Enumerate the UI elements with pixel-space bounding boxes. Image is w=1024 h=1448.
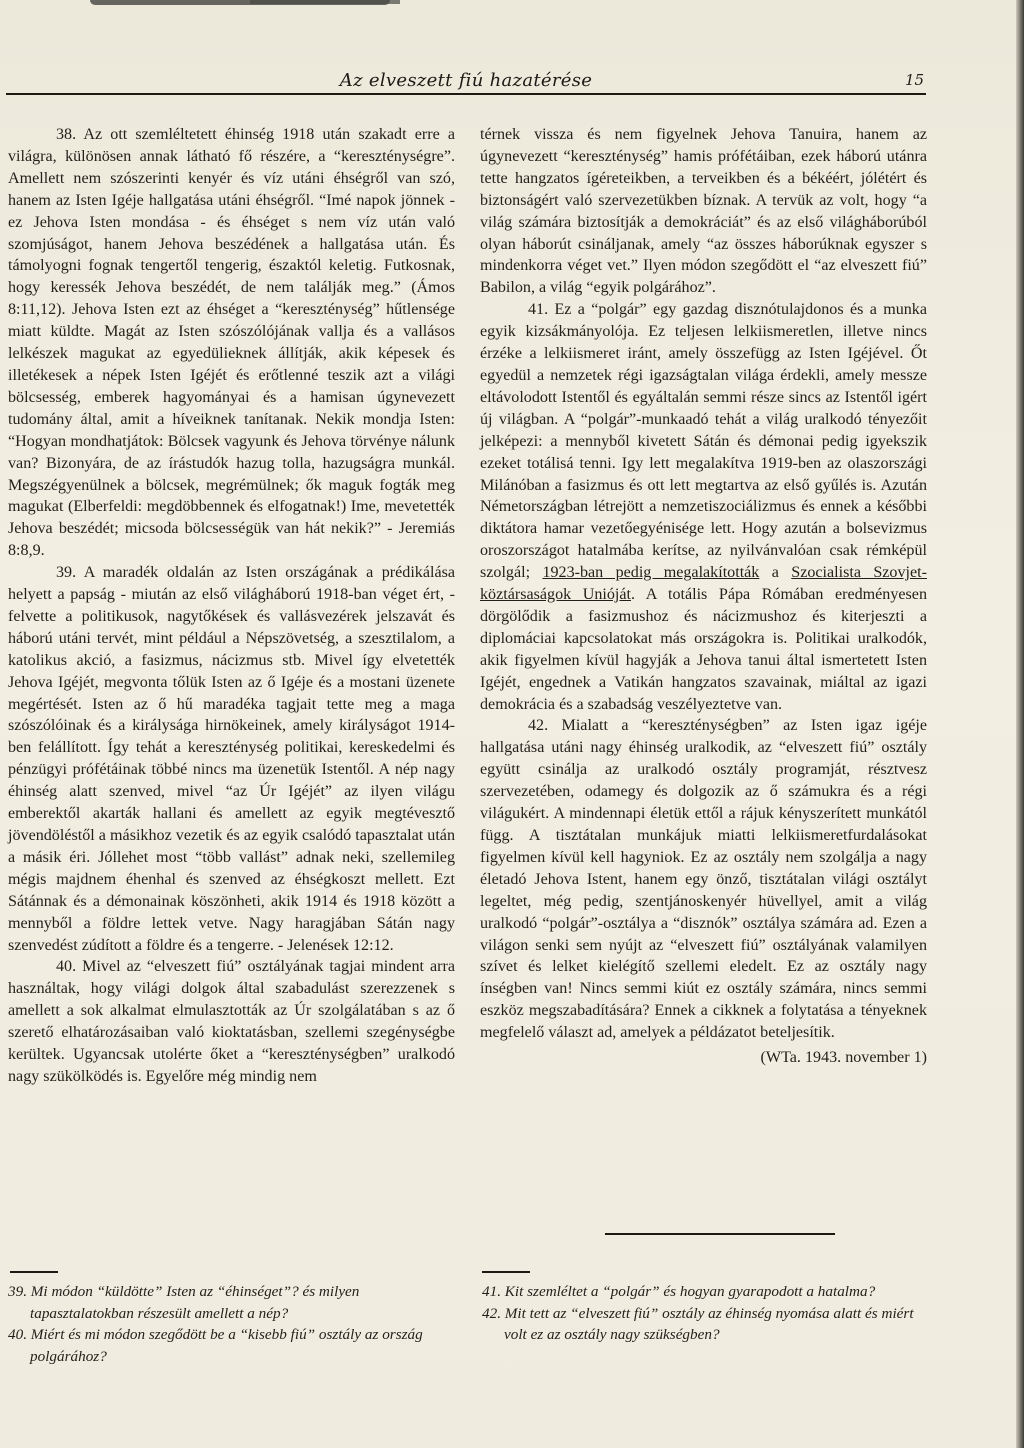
article-end-rule <box>605 1233 835 1235</box>
footnotes-left <box>8 1281 458 1368</box>
paragraph-40: 40. Mivel az “elveszett fiú” osztályának tagjai mindent arra használtak, hogy világi dolgok által szabadulást szerezzenek s amellett a sok alkalmat elmulasztották az Úr szolgálatában s az ő szerető elhatározásaiban való kioktatásban, szellemi szegénységbe kerültek. Ugyancsak utolérte őket a “kereszténységben” uralkodó nagy szükölködés is. Egyelőre még mindig nem <box>8 958 455 1085</box>
footnotes-right <box>482 1281 932 1346</box>
source-citation: (WTa. 1943. november 1) <box>760 1049 927 1067</box>
scan-binding-edge <box>1016 0 1024 1448</box>
footnote-rule <box>482 1271 530 1273</box>
header-rule <box>6 93 926 95</box>
question-39: 39. Mi módon “küldötte” Isten az “éhinséget”? és milyen tapasztalatokban részesült amellett a nép? <box>8 1283 360 1322</box>
question-42: 42. Mit tett az “elveszett fiú” osztály az éhinség nyomása alatt és miért volt ez az osztály nagy szükségben? <box>482 1304 914 1344</box>
left-column <box>8 124 455 1088</box>
paragraph-38: 38. Az ott szemléltetett éhinség 1918 után szakadt erre a világra, különösen annak látható fő részére, a “kereszténységre”. Amellett nem szószerinti kenyér és víz utáni éhségről van szó, hanem az Isten Igéje hallgatása utáni éhségről. “Imé napok jönnek - ez Jehova Isten mondása - és éhséget s nem víz után való szomjúságot, hanem Jehova beszédének a hallgatása után. És támolyogni fognak tengertől tengerig, északtól keletig. Futkosnak, hogy keressék Jehova beszédét, de nem találják meg.” (Ámos 8:11,12). Jehova Isten ezt az éhséget a “kereszténység” hűtlensége miatt küldte. Magát az Isten szószólójának vallja és a vallásos lelkészek magukat az egyedülieknek állítják, akik képesek és illetékesek a népek Isten Igéjét és erőtlenné teszik azt a világi bölcsesség, emberek hagyományai és a hamisan úgynevezett tudomány által, amit a híveiknek tanítanak. Nekik mondja Isten: “Hogyan mondhatjátok: Bölcsek vagyunk és Jehova törvénye nálunk van? Bizonyára, de az írástudók hazug tolla, hazugságra munkál. Megszégyenülnek a bölcsek, megrémülnek; ők maguk fogták meg magukat (Elberfeldi: megdöbbennek és elfogatnak!) Ime, mevetették Jehova beszédét; micsoda bölcsességük van hát nekik?” - Jeremiás 8:8,9. <box>8 126 455 560</box>
paragraph-41-text: . A totális Pápa Rómában eredményesen dörgölődik a fasizmushoz és nácizmushoz és kiterjeszti a diplomáciai kapcsolatokat más országokra is. Politikai uralkodók, akik figyelmen kívül hagyják a Jehova tanui által ismertetett Isten Igéjét, engednek a Vatikán hangzatos szavainak, miáltal az igazi demokrácia és a szabadság veszélyeztetve van. <box>480 586 927 713</box>
paragraph-39: 39. A maradék oldalán az Isten országának a prédikálása helyett a papság - miután az első világháború 1918-ban véget ért, - felvette a politikusok, nagytőkések és vallásvezérek jelszavát és háború utáni tervét, mint például a Népszövetség, a szesztilalom, a katolikus akció, a fasizmus, nácizmus stb. Mivel így elvetették Jehova Igéjét, megvonta tőlük Isten az ő Igéje és a mostani üzenete megértését. Isten az ő hű maradéka tagjait tette meg a maga szószólóinak és a királysága hirnökeinek, amely királyságot 1914-ben felállított. Így tehát a kereszténység politikai, kereskedelmi és pénzügyi prófétáinak többé nincs ma üzenetük Istentől. A nép nagy éhinség alatt szenved, mivel “az Úr Igéjét” az ilyen világu emberektől akarták hallani és amellett az egyik megtévesztő jövendöléstől a másikhoz vezetik és az egyik csalódó tapasztalat után a másik éri. Jóllehet most “több vallást” adnak neki, szellemileg mégis majdnem éhenhal és szenved az éhségkoszt mellett. Ezt Sátánnak és a démonainak köszönheti, akik 1914 és 1918 között a mennyből a földre lettek vetve. Nagy haragjában Sátán nagy szenvedést zúdított a földre és a tengerre. - Jelenések 12:12. <box>8 564 455 954</box>
underlined-text: Szocialista Szovjet-köztársaságok Unióját <box>480 564 927 604</box>
question-41: 41. Kit szemléltet a “polgár” és hogyan gyarapodott a hatalma? <box>482 1283 876 1300</box>
paragraph-42: 42. Mialatt a “kereszténységben” az Isten igaz igéje hallgatása utáni nagy éhinség uralkodik, az “elveszett fiú” osztály együtt csinálja az uralkodó osztály programját, résztvesz szervezetében, odamegy és dolgozik az ő számukra és a régi világukért. A mindennapi életük ettől a rájuk kényszerített munkától függ. A tisztátalan munkájuk miatti lelkiismeretfurdalásokat figyelmen kívül kell hagyniok. Ez az osztály nem szolgálja a nagy életadó Jehova Istent, hanem egy önző, tisztátalan világi osztályt legeltet, még pedig, szentjánoskenyér hüvellyel, amit a világ uralkodó “polgár”-osztálya a “disznók” osztálya számára ad. Ezen a világon senki sem nyújt az “elveszett fiú” osztályának valamilyen szívet és lelket kielégítő szellemi eledelt. Ez az osztály nagy ínségben van! Nincs semmi kiút ez osztály számára, nincs semmi eszköz megszabadítására? Ennek a cikknek a folytatása a tényeknek megfelelő választ ad, amelyek a példázatot beteljesítik. <box>480 717 927 1042</box>
paragraph-40-continued: térnek vissza és nem figyelnek Jehova Tanuira, hanem az úgynevezett “kereszténység” hamis prófétáiban, ezek háború utánra tette hangzatos ígéreteikben, a terveikben és a békéért, jólétért és biztonságért való szervezetükben bíznak. A tervük az volt, hogy “a világ számára biztosítják a demokráciát” és az első világháborúból olyan háborút csináljanak, amely “az összes háborúknak egyszer s mindenkorra véget vet.” Ilyen módon szegődött el “az elveszett fiú” Babilon, a világ “egyik polgárához”. <box>480 126 927 297</box>
paragraph-41-text: 41. Ez a “polgár” egy gazdag disznótulajdonos és a munka egyik kizsákmányolója. Ez teljesen lelkiismeretlen, illetve nincs érzéke a lelkiismeret iránt, amely összefügg az Isten Igéjével. Őt egyedül a nemzetek régi igazságtalan világa érdekli, amely messze eltávolodott Istentől és egyáltalán semmi része sincs az Istentől igért új világban. A “polgár”-munkaadó tehát a világ uralkodó tényezőit jelképezi: a mennyből kivetett Sátán és démonai pedig igyekszik ezeket totálisá tenni. Igy lett megalakítva 1919-ben az olaszországi Milánóban a fasizmus és ott lett megtartva az első gyűlés is. Azután Németországban létrejött a nemzetiszociálizmus és ennek a későbbi diktátora hamar vezetőegyénisége lett. Hogy azután a bolsevizmus oroszországot hatalmába kerítse, az nyilvánvalóan csak rémképül szolgál; <box>480 301 927 582</box>
running-header-title: Az elveszett fiú hazatérése <box>339 70 593 91</box>
page-number: 15 <box>905 71 925 89</box>
paragraph-41 <box>480 299 927 715</box>
footnote-rule <box>10 1271 58 1273</box>
paragraph-41-text: a <box>759 564 792 582</box>
right-column <box>480 124 927 1069</box>
underlined-text: 1923-ban pedig megalakították <box>542 564 760 582</box>
scan-edge-shadow <box>250 0 400 4</box>
question-40: 40. Miért és mi módon szegődött be a “kisebb fiú” osztály az ország polgárához? <box>8 1326 423 1366</box>
